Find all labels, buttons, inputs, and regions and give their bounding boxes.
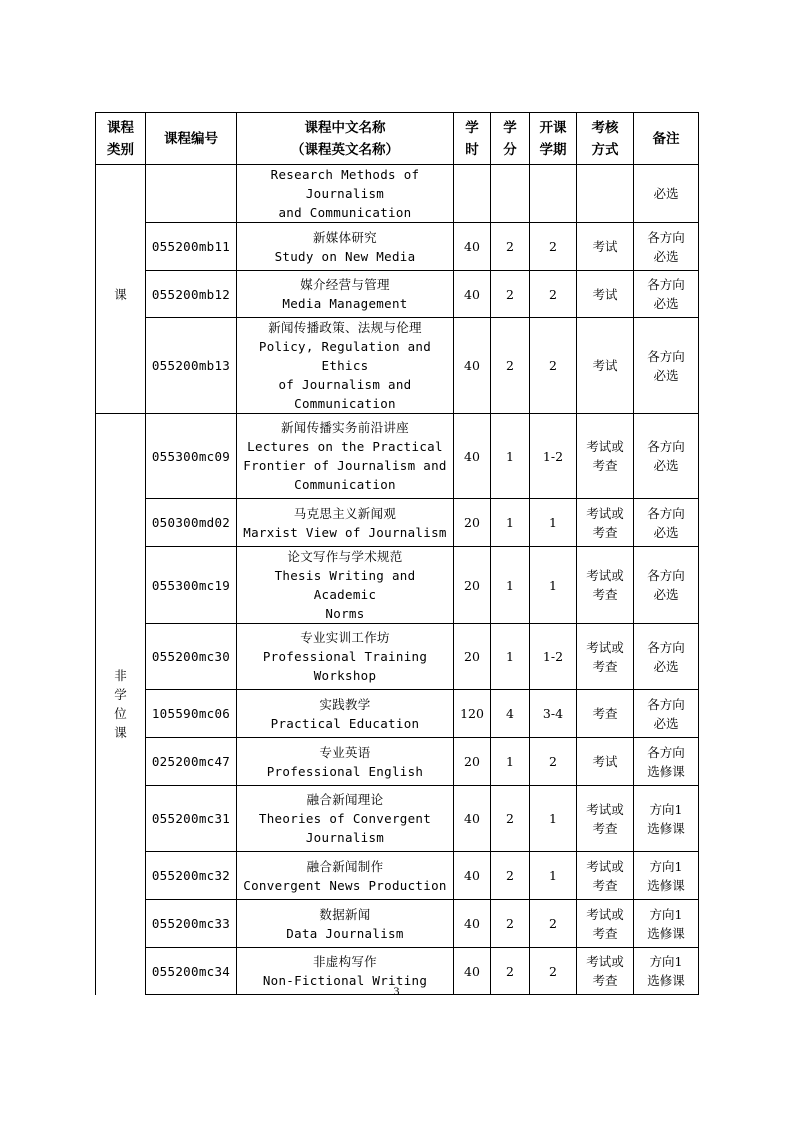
course-hours: 40 (454, 271, 491, 318)
cell-line: 必选 (653, 248, 679, 264)
cell-line: 媒介经营与管理 (300, 277, 390, 292)
course-hours (454, 165, 491, 223)
course-credits: 2 (491, 948, 530, 995)
page-number: 3 (393, 984, 400, 998)
cell-line: 各方向 (647, 568, 685, 583)
header-name: 课程中文名称 （课程英文名称） (237, 113, 454, 165)
cell-line: 各方向 (647, 505, 685, 521)
cell-line: 融合新闻制作 (306, 858, 384, 874)
header-credits: 学 分 (491, 113, 530, 165)
cell-line: 考试 (592, 358, 618, 373)
table-row (96, 547, 699, 624)
course-table (95, 112, 699, 995)
cell-line: 考查 (592, 658, 618, 674)
course-semester: 2 (530, 900, 577, 948)
cell-line: 新闻传播政策、法规与伦理 (268, 320, 422, 335)
course-code: 055200mc30 (146, 624, 237, 690)
course-semester: 2 (530, 948, 577, 995)
course-assessment (577, 271, 634, 318)
cell-line: 各方向 (647, 696, 685, 712)
cell-line: 马克思主义新闻观 (293, 505, 397, 521)
course-hours: 40 (454, 318, 491, 414)
header-remarks: 备注 (634, 113, 699, 165)
course-code: 055200mc32 (146, 852, 237, 900)
cell-line: Journalism (305, 830, 385, 845)
course-semester: 1 (530, 786, 577, 852)
course-code: 055200mb12 (146, 271, 237, 318)
category-cell-non-degree (96, 414, 146, 995)
cell-line: 方向1 (649, 858, 683, 874)
cell-line: 考试或 (586, 906, 624, 922)
course-code: 055200mb11 (146, 223, 237, 271)
course-credits: 4 (491, 690, 530, 738)
cell-line: 考查 (592, 524, 618, 540)
course-name (237, 414, 454, 499)
course-hours: 40 (454, 852, 491, 900)
cell-line: 选修课 (647, 820, 685, 836)
course-credits: 1 (491, 624, 530, 690)
course-code: 055200mb13 (146, 318, 237, 414)
table-row (96, 738, 699, 786)
cell-line: Marxist View of Journalism (243, 524, 447, 540)
cell-line: 各方向 (647, 229, 685, 245)
cell-line: Communication (294, 477, 396, 492)
cell-line: of Journalism and (278, 377, 412, 392)
course-remarks (634, 547, 699, 624)
course-hours: 40 (454, 414, 491, 499)
course-semester: 1-2 (530, 624, 577, 690)
category-char: 非 (114, 668, 127, 684)
cell-line: 考试 (592, 239, 618, 254)
cell-line: 专业英语 (319, 744, 371, 760)
cell-line: Policy, Regulation and Ethics (258, 339, 432, 373)
cell-line: 必选 (653, 715, 679, 731)
cell-line: 各方向 (647, 348, 685, 364)
course-code: 055200mc33 (146, 900, 237, 948)
course-hours: 40 (454, 900, 491, 948)
course-assessment (577, 900, 634, 948)
course-name (237, 547, 454, 624)
course-credits: 1 (491, 547, 530, 624)
course-semester: 2 (530, 271, 577, 318)
course-assessment (577, 547, 634, 624)
category-cell-course (96, 165, 146, 414)
course-assessment (577, 499, 634, 547)
course-assessment (577, 624, 634, 690)
course-code: 025200mc47 (146, 738, 237, 786)
course-semester: 2 (530, 318, 577, 414)
category-label: 课 (114, 286, 127, 302)
cell-line: 新媒体研究 (312, 229, 377, 245)
course-semester: 1 (530, 547, 577, 624)
cell-line: 必选 (653, 658, 679, 674)
course-assessment (577, 852, 634, 900)
cell-line: 融合新闻理论 (306, 792, 384, 807)
table-row (96, 786, 699, 852)
table-row (96, 690, 699, 738)
cell-line: 各方向 (647, 639, 685, 655)
course-hours: 20 (454, 547, 491, 624)
course-hours: 20 (454, 738, 491, 786)
cell-line: 各方向 (647, 744, 685, 760)
course-code: 055200mc31 (146, 786, 237, 852)
course-name (237, 271, 454, 318)
header-semester: 开课 学期 (530, 113, 577, 165)
course-assessment (577, 165, 634, 223)
course-code: 055200mc34 (146, 948, 237, 995)
course-remarks (634, 414, 699, 499)
course-hours: 20 (454, 624, 491, 690)
header-row (96, 113, 699, 165)
course-name (237, 318, 454, 414)
course-hours: 40 (454, 948, 491, 995)
course-credits: 2 (491, 318, 530, 414)
course-assessment (577, 786, 634, 852)
cell-line: 考试或 (586, 801, 624, 817)
cell-line: 实践教学 (319, 696, 371, 712)
course-remarks (634, 318, 699, 414)
cell-line: 考查 (592, 458, 618, 473)
course-credits: 2 (491, 852, 530, 900)
course-code: 055300mc09 (146, 414, 237, 499)
cell-line: 考查 (592, 877, 618, 893)
table-row (96, 624, 699, 690)
cell-line: 方向1 (649, 906, 683, 922)
course-name (237, 852, 454, 900)
cell-line: Practical Education (270, 715, 420, 731)
course-remarks (634, 852, 699, 900)
header-category: 课程 类别 (96, 113, 146, 165)
cell-line: 非虚构写作 (312, 954, 377, 969)
course-name (237, 165, 454, 223)
cell-line: 必选 (653, 524, 679, 540)
cell-line: 各方向 (647, 277, 685, 292)
cell-line: 考试 (592, 754, 618, 769)
course-remarks (634, 690, 699, 738)
table-row (96, 318, 699, 414)
cell-line: 考查 (592, 587, 618, 602)
cell-line: 考试或 (586, 505, 624, 521)
table-row (96, 165, 699, 223)
cell-line: Research Methods of Journalism (270, 167, 420, 201)
course-name (237, 223, 454, 271)
category-char: 学 (114, 687, 127, 703)
course-assessment (577, 738, 634, 786)
cell-line: 选修课 (647, 763, 685, 779)
cell-line: 考试或 (586, 858, 624, 874)
table-row (96, 852, 699, 900)
category-char: 课 (114, 725, 127, 741)
course-code: 055300mc19 (146, 547, 237, 624)
course-name (237, 900, 454, 948)
course-semester: 2 (530, 223, 577, 271)
course-name (237, 786, 454, 852)
cell-line: Media Management (282, 296, 408, 311)
course-remarks (634, 271, 699, 318)
cell-line: Norms (325, 606, 365, 621)
cell-line: 选修课 (647, 925, 685, 941)
course-semester (530, 165, 577, 223)
cell-line: and Communication (278, 205, 412, 220)
cell-line: Lectures on the Practical (247, 439, 443, 454)
course-remarks (634, 499, 699, 547)
cell-line: 考查 (592, 706, 618, 721)
course-code (146, 165, 237, 223)
course-code: 050300md02 (146, 499, 237, 547)
cell-line: Workshop (313, 668, 377, 683)
cell-line: Study on New Media (274, 248, 416, 264)
course-name (237, 738, 454, 786)
cell-line: Thesis Writing and Academic (274, 568, 416, 602)
course-assessment (577, 318, 634, 414)
table-row (96, 499, 699, 547)
course-credits (491, 165, 530, 223)
header-code: 课程编号 (146, 113, 237, 165)
cell-line: 必选 (653, 296, 679, 311)
cell-line: 方向1 (649, 801, 683, 817)
cell-line: 考查 (592, 820, 618, 836)
course-credits: 1 (491, 499, 530, 547)
cell-line: 必选 (653, 367, 679, 383)
course-hours: 40 (454, 786, 491, 852)
cell-line: 专业实训工作坊 (300, 630, 390, 645)
course-name (237, 690, 454, 738)
course-credits: 2 (491, 786, 530, 852)
course-remarks (634, 223, 699, 271)
course-remarks (634, 900, 699, 948)
course-hours: 20 (454, 499, 491, 547)
course-credits: 2 (491, 271, 530, 318)
course-code: 105590mc06 (146, 690, 237, 738)
cell-line: 考查 (592, 925, 618, 941)
course-hours: 120 (454, 690, 491, 738)
course-semester: 3-4 (530, 690, 577, 738)
cell-line: 方向1 (649, 954, 683, 969)
course-remarks (634, 738, 699, 786)
cell-line: 必选 (653, 186, 679, 201)
cell-line: Convergent News Production (243, 877, 447, 893)
cell-line: 数据新闻 (319, 906, 371, 922)
cell-line: 选修课 (647, 973, 685, 988)
cell-line: 考试或 (586, 439, 624, 454)
cell-line: 新闻传播实务前沿讲座 (280, 420, 409, 435)
cell-line: 必选 (653, 458, 679, 473)
table-row (96, 900, 699, 948)
category-char: 位 (114, 706, 127, 722)
course-remarks (634, 624, 699, 690)
course-credits: 2 (491, 223, 530, 271)
table-row (96, 414, 699, 499)
course-assessment (577, 690, 634, 738)
cell-line: 考查 (592, 973, 618, 988)
cell-line: Communication (294, 396, 396, 411)
course-semester: 2 (530, 738, 577, 786)
course-credits: 2 (491, 900, 530, 948)
course-semester: 1 (530, 852, 577, 900)
cell-line: 考试 (592, 286, 618, 302)
cell-line: Professional English (266, 763, 424, 779)
course-credits: 1 (491, 414, 530, 499)
course-remarks (634, 786, 699, 852)
course-name (237, 499, 454, 547)
course-hours: 40 (454, 223, 491, 271)
table-row (96, 223, 699, 271)
cell-line: 考试或 (586, 954, 624, 969)
course-credits: 1 (491, 738, 530, 786)
course-assessment (577, 223, 634, 271)
cell-line: 必选 (653, 587, 679, 602)
cell-line: 各方向 (647, 439, 685, 454)
course-semester: 1 (530, 499, 577, 547)
cell-line: 选修课 (647, 877, 685, 893)
header-assessment: 考核 方式 (577, 113, 634, 165)
course-name (237, 624, 454, 690)
header-hours: 学 时 (454, 113, 491, 165)
cell-line: Theories of Convergent (258, 811, 432, 826)
cell-line: Non-Fictional Writing (262, 973, 428, 988)
course-assessment (577, 414, 634, 499)
cell-line: Professional Training (262, 649, 428, 664)
table-row (96, 271, 699, 318)
course-semester: 1-2 (530, 414, 577, 499)
course-remarks (634, 165, 699, 223)
cell-line: 论文写作与学术规范 (287, 549, 403, 564)
cell-line: 考试或 (586, 568, 624, 583)
cell-line: Frontier of Journalism and (243, 458, 447, 473)
cell-line: Data Journalism (286, 925, 404, 941)
cell-line: 考试或 (586, 639, 624, 655)
